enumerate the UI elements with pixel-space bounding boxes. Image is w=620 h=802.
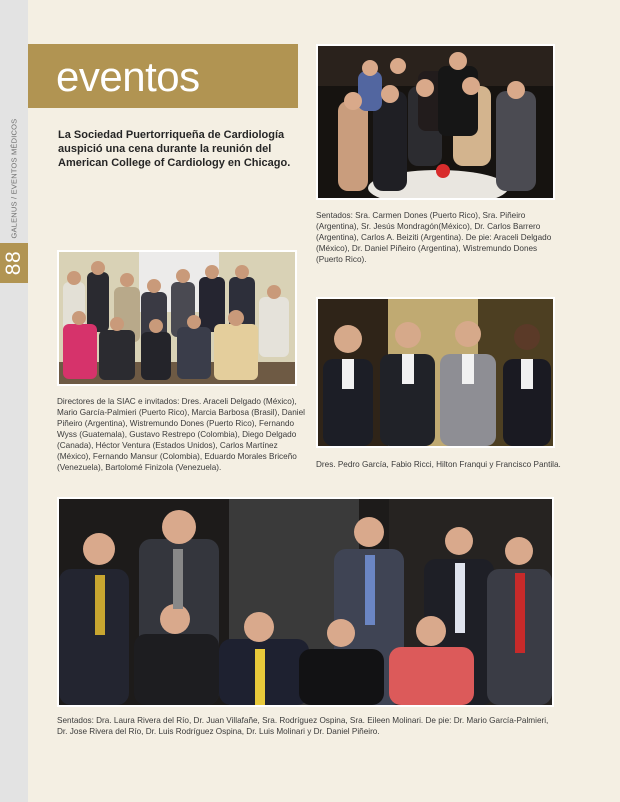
section-label-container [6,118,22,239]
photo-dinner-image [318,46,553,198]
photo-four-doctors [316,297,555,448]
caption-large-group: Sentados: Dra. Laura Rivera del Río, Dr. Juan Villafañe, Sra. Rodríguez Ospina, Sra. Eileen Molinari. De pie: Dr. Mario García-Palmieri, Dr. Jose Rivera del Río, Dr. Luis Rodríguez Ospina, Dr. Luis Molinari y Dr. Daniel Piñeiro. [57,716,549,736]
photo-large-group [57,497,554,707]
photo-directors-image [59,252,295,384]
photo-four-doctors-image [318,299,553,446]
photo-directors-group [57,250,297,386]
photo-large-group-image [59,499,552,705]
page-title: eventos [56,53,200,100]
caption-directors: Directores de la SIAC e invitados: Dres. Araceli Delgado (México), Mario García-Palmieri (Puerto Rico), Marcia Barbosa (Brasil), Daniel Piñeiro (Argentina), Wistremundo Dones (Puerto Rico), Fernando Wyss (Guatemala), Gustavo Restrepo (Colombia), Diego Delgado (Canada), Héctor Ventura (Estados Unidos), Carlos Martínez (México), Fernando Mansur (Colombia), Eduardo Morales Briceño (Venezuela), Bartolomé Finizola (Venezuela). [57,397,305,472]
caption-four-doctors: Dres. Pedro García, Fabio Ricci, Hilton Franqui y Francisco Pantila. [316,460,561,469]
photo-dinner-group [316,44,555,200]
page-number: 88 [2,250,25,276]
section-label: GALENUS / EVENTOS MÉDICOS [9,118,19,239]
caption-dinner: Sentados: Sra. Carmen Dones (Puerto Rico), Sra. Piñeiro (Argentina), Sr. Jesús Mondragón(México), Dr. Carlos Barrero (Argentina), Carlos A. Beiziti (Argentina). De pie: Araceli Delgado (México), Dr. Daniel Piñeiro (Argentina), Wistremundo Dones (Puerto Rico). [316,211,552,264]
intro-text: La Sociedad Puertorriqueña de Cardiología auspició una cena durante la reunión del American College of Cardiology en Chicago. [58,129,291,169]
